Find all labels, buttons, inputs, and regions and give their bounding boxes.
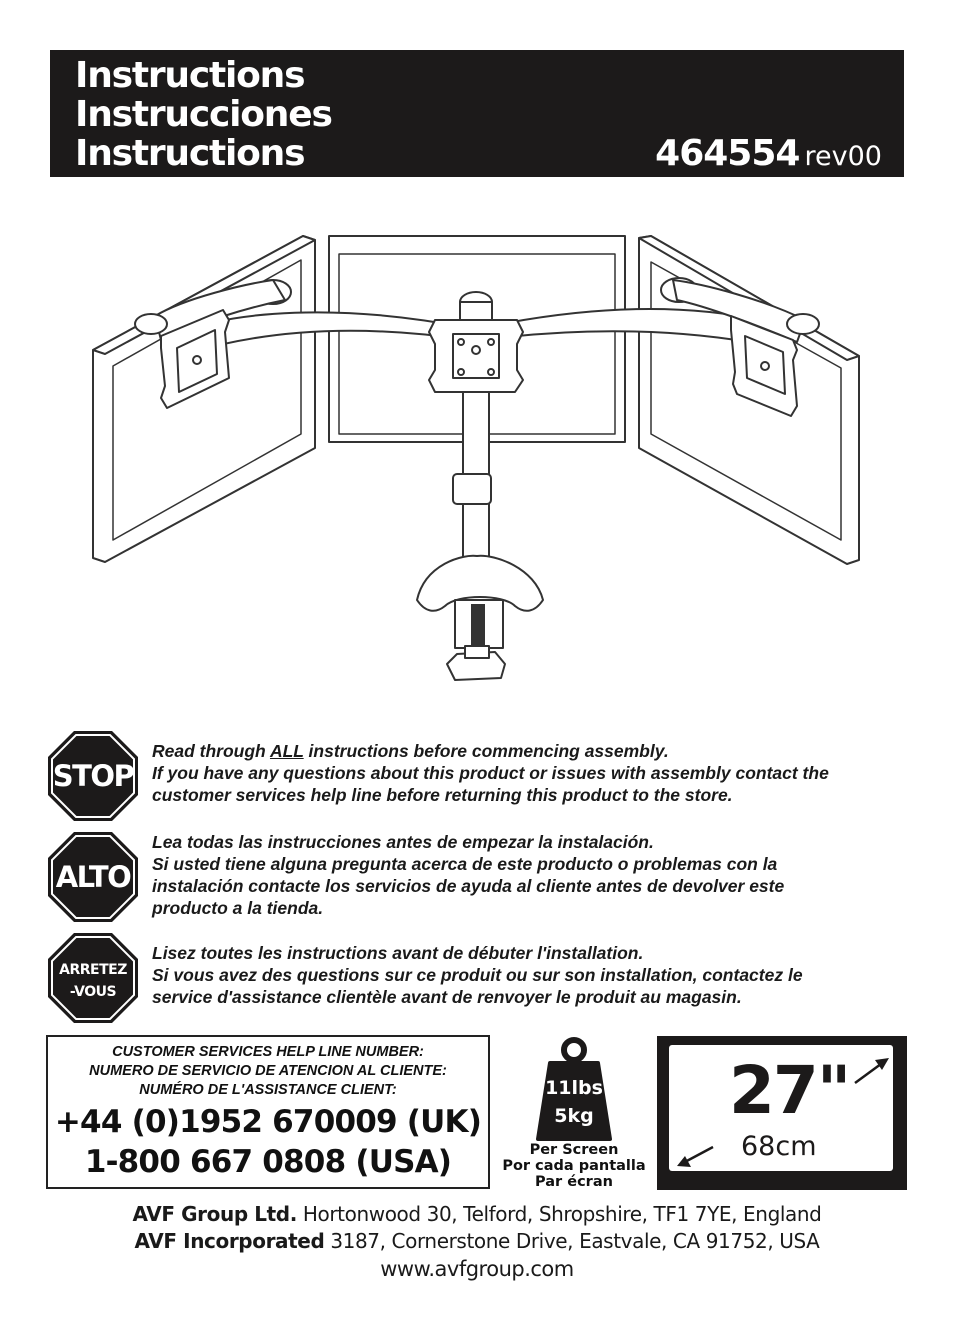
per-screen-fr: Par écran [535, 1174, 613, 1190]
title-french: Instructions [75, 133, 305, 174]
title-spanish: Instrucciones [75, 94, 332, 135]
max-screen-size [657, 1036, 907, 1190]
company-us-name: AVF Incorporated [134, 1229, 325, 1253]
warning-spanish-line3: instalación contacte los servicios de ayuda al cliente antes de devolver este [152, 876, 785, 896]
helpline-label-fr: NUMÉRO DE L'ASSISTANCE CLIENT: [139, 1082, 397, 1098]
alto-sign-text: ALTO [55, 860, 131, 894]
stop-sign-icon [47, 730, 139, 822]
stop-sign-text: STOP [52, 759, 134, 793]
part-number-value: 464554 [655, 133, 800, 174]
arretez-sign-text-2: -VOUS [69, 984, 117, 1000]
alto-sign-icon [47, 831, 139, 923]
triple-monitor-arm-illustration [85, 228, 865, 693]
center-vesa-plate [429, 320, 523, 392]
part-number [655, 134, 882, 180]
warning-english-line1: Read through ALL instructions before commencing assembly. [152, 741, 669, 761]
weight-limit [496, 1035, 652, 1195]
warning-spanish-line1: Lea todas las instrucciones antes de empezar la instalación. [152, 832, 654, 852]
warning-spanish [47, 831, 907, 921]
address-usa [0, 1228, 954, 1255]
company-us-address: 3187, Cornerstone Drive, Eastvale, CA 91752, USA [324, 1229, 820, 1253]
title-banner [50, 50, 904, 177]
revision: rev00 [804, 141, 882, 172]
warning-french-line2: Si vous avez des questions sur ce produit ou sur son installation, contactez le [152, 965, 803, 985]
company-uk-address: Hortonwood 30, Telford, Shropshire, TF1 7YE, England [296, 1202, 822, 1226]
warning-english-line2: If you have any questions about this product or issues with assembly contact the [152, 763, 829, 783]
arretez-sign-icon [47, 932, 139, 1024]
title-english: Instructions [75, 55, 305, 96]
warning-english [47, 730, 907, 820]
helpline-label-es: NUMERO DE SERVICIO DE ATENCION AL CLIENTE: [89, 1063, 447, 1079]
warning-spanish-line4: producto a la tienda. [152, 898, 324, 918]
screen-size-inches: 27" [729, 1052, 850, 1129]
per-screen-en: Per Screen [529, 1142, 619, 1158]
screen-size-panel [669, 1045, 893, 1171]
warning-spanish-line2: Si usted tiene alguna pregunta acerca de este producto o problemas con la [152, 854, 778, 874]
helpline-box [46, 1035, 490, 1189]
company-uk-name: AVF Group Ltd. [132, 1202, 297, 1226]
screen-size-cm: 68cm [741, 1131, 817, 1162]
phone-uk[interactable]: +44 (0)1952 670009 (UK) [54, 1104, 482, 1140]
warning-english-line3: customer services help line before returning this product to the store. [152, 785, 733, 805]
helpline-label-en: CUSTOMER SERVICES HELP LINE NUMBER: [112, 1044, 424, 1060]
diagonal-arrow-icon [669, 1045, 893, 1171]
website-link[interactable]: www.avfgroup.com [380, 1257, 574, 1281]
per-screen-es: Por cada pantalla [502, 1158, 646, 1174]
weight-kg: 5kg [554, 1105, 594, 1127]
phone-usa[interactable]: 1-800 667 0808 (USA) [84, 1144, 452, 1180]
weight-lbs: 11lbs [545, 1077, 603, 1099]
warning-french-line1: Lisez toutes les instructions avant de débuter l'installation. [152, 943, 644, 963]
warning-french [47, 932, 907, 1022]
address-uk [0, 1201, 954, 1228]
arretez-sign-text-1: ARRETEZ [59, 962, 127, 978]
warning-french-line3: service d'assistance clientèle avant de renvoyer le produit au magasin. [152, 987, 742, 1007]
